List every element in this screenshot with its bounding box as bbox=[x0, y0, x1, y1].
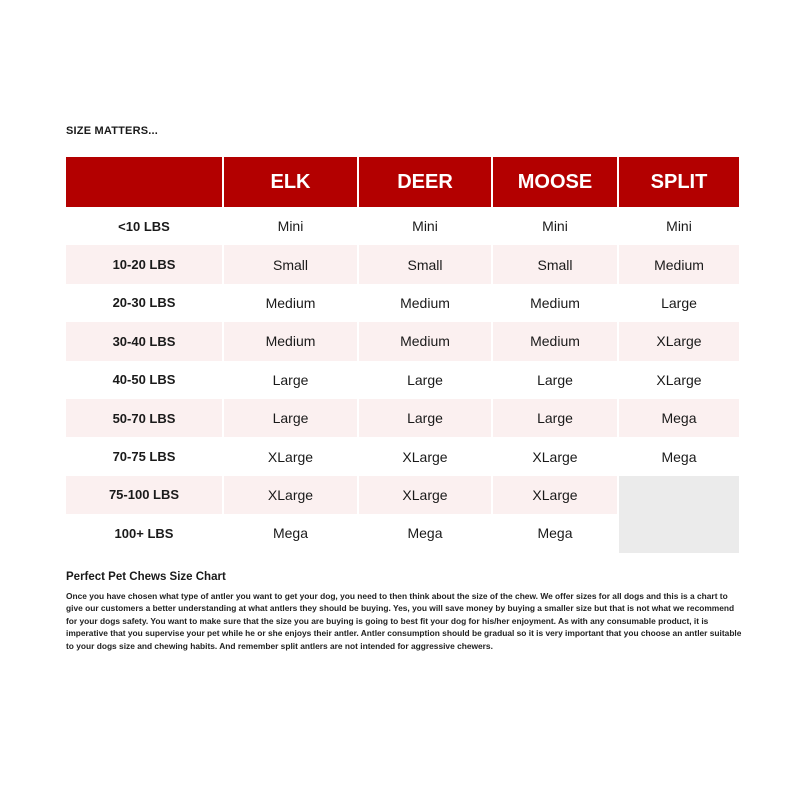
row-label: 30-40 LBS bbox=[66, 322, 222, 360]
row-label: 40-50 LBS bbox=[112, 372, 176, 388]
chart-caption: Perfect Pet Chews Size Chart bbox=[66, 571, 226, 583]
description-paragraph: Once you have chosen what type of antler you want to get your dog, you need to then think about the size of the chew. We offer sizes for all dogs and this is a chart to give our customers a better understanding at what antlers they should be buying. Yes, you will save money by buying a smaller size but that is not what we recommend for your dogs safety. You want to make sure that the size you are buying is going to best fit your dog for his/her enjoyment. As with any consumable product, it is imperative that you supervise your pet while he or she enjoys their antler. Antler consumption should be gradual so it is very important that you choose an antler suitable to your dogs size and chewing habits. And remember split antlers are not intended for aggressive chewers. bbox=[66, 591, 742, 651]
size-cell: XLarge bbox=[656, 371, 702, 388]
row-label: 70-75 LBS bbox=[112, 449, 176, 465]
size-cell: Mini bbox=[542, 218, 568, 235]
row-label: 10-20 LBS bbox=[66, 245, 222, 283]
row-label: 50-70 LBS bbox=[66, 399, 222, 437]
size-cell: Small bbox=[493, 245, 617, 283]
size-cell: XLarge bbox=[493, 476, 617, 514]
size-cell: Medium bbox=[493, 322, 617, 360]
size-cell: Mega bbox=[661, 448, 697, 465]
size-cell: Mega bbox=[272, 525, 309, 542]
page-heading: SIZE MATTERS... bbox=[66, 125, 159, 137]
size-chart-table bbox=[66, 157, 739, 553]
size-cell: Large bbox=[272, 371, 309, 388]
size-cell: Mega bbox=[407, 525, 443, 542]
empty-cell bbox=[619, 476, 739, 514]
size-cell: XLarge bbox=[267, 448, 314, 465]
row-label: 75-100 LBS bbox=[66, 476, 222, 514]
header-cell-deer: DEER bbox=[359, 157, 491, 207]
size-cell: Large bbox=[224, 399, 357, 437]
size-cell: Small bbox=[224, 245, 357, 283]
size-cell: Large bbox=[359, 399, 491, 437]
header-cell-blank bbox=[66, 157, 222, 207]
size-cell: Large bbox=[493, 399, 617, 437]
size-cell: Large bbox=[537, 371, 573, 388]
size-cell: Medium bbox=[400, 294, 450, 311]
header-cell-moose: MOOSE bbox=[493, 157, 617, 207]
size-cell: Mini bbox=[666, 218, 692, 235]
row-label: 20-30 LBS bbox=[112, 295, 176, 311]
size-cell: XLarge bbox=[359, 476, 491, 514]
size-cell: XLarge bbox=[224, 476, 357, 514]
size-cell: Medium bbox=[359, 322, 491, 360]
size-cell: Large bbox=[661, 294, 697, 311]
size-cell: Large bbox=[407, 371, 443, 388]
empty-cell bbox=[619, 514, 739, 552]
size-cell: Medium bbox=[619, 245, 739, 283]
row-label: 100+ LBS bbox=[114, 525, 174, 541]
size-cell: XLarge bbox=[619, 322, 739, 360]
size-cell: XLarge bbox=[402, 448, 448, 465]
size-cell: Medium bbox=[224, 322, 357, 360]
size-cell: Small bbox=[359, 245, 491, 283]
size-cell: Mega bbox=[619, 399, 739, 437]
header-cell-split: SPLIT bbox=[619, 157, 739, 207]
size-cell: Mini bbox=[412, 218, 438, 235]
size-cell: XLarge bbox=[532, 448, 578, 465]
size-cell: Mini bbox=[277, 218, 304, 235]
header-cell-elk: ELK bbox=[224, 157, 357, 207]
size-cell: Medium bbox=[530, 294, 580, 311]
size-cell: Medium bbox=[265, 294, 316, 311]
size-cell: Mega bbox=[537, 525, 573, 542]
row-label: <10 LBS bbox=[118, 218, 170, 234]
